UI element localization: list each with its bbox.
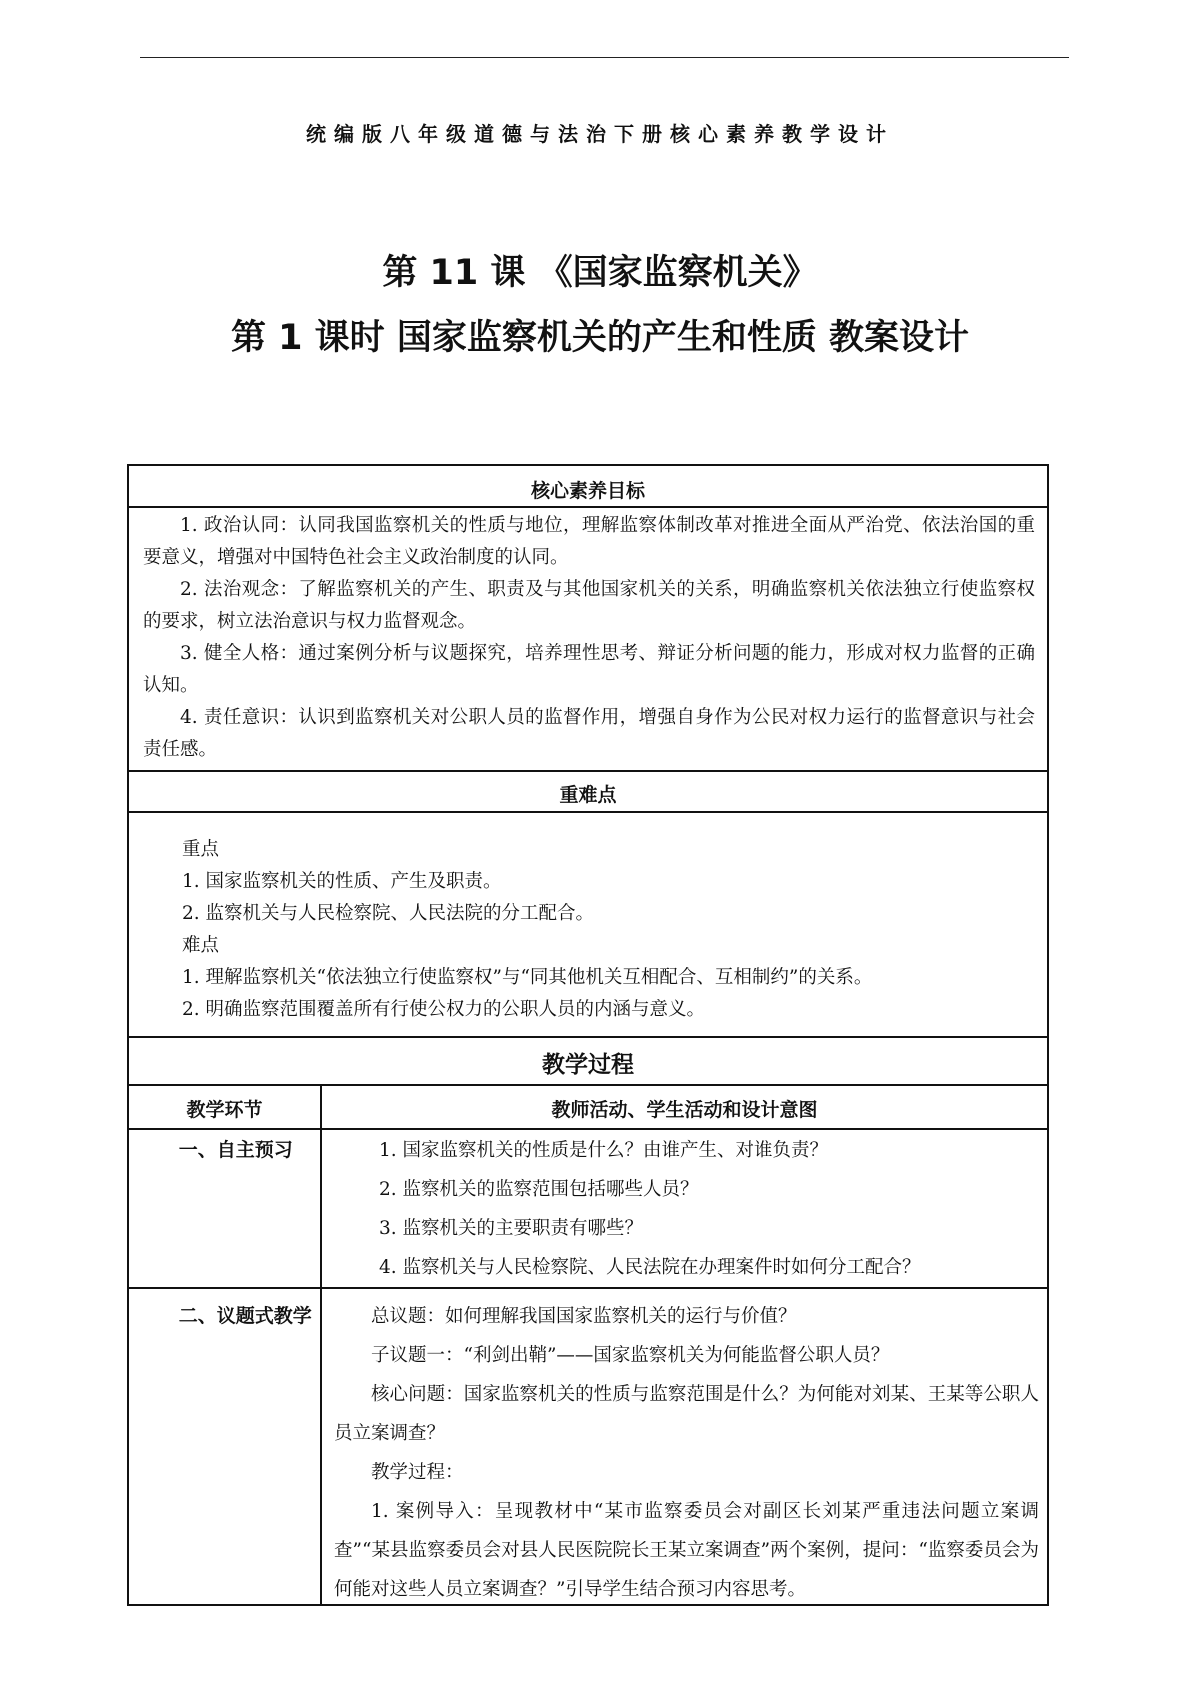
case-introduction: 1. 案例导入：呈现教材中“某市监察委员会对副区长刘某严重违法问题立案调查”“某县监察委员会对县人民医院院长王某立案调查”两个案例，提问：“监察委员会为何能对这些人员立案调查？”引导学生结合预习内容思考。 bbox=[334, 1501, 1039, 1600]
stage-issue-teaching: 二、议题式教学 bbox=[178, 1305, 312, 1327]
lesson-subtitle: 第 1 课时 国家监察机关的产生和性质 教案设计 bbox=[230, 318, 970, 358]
sub-issue: 子议题一：“利剑出鞘”——国家监察机关为何能监督公职人员？ bbox=[371, 1345, 890, 1366]
difficulty-item: 2. 明确监察范围覆盖所有行使公权力的公职人员的内涵与意义。 bbox=[182, 999, 706, 1020]
divider bbox=[129, 811, 1047, 813]
document-header: 统编版八年级道德与法治下册核心素养教学设计 bbox=[306, 122, 894, 146]
preview-question: 2. 监察机关的监察范围包括哪些人员？ bbox=[379, 1179, 699, 1200]
keypoints-heading: 重难点 bbox=[559, 784, 617, 806]
core-question: 核心问题：国家监察机关的性质与监察范围是什么？为何能对刘某、王某等公职人员立案调查？ bbox=[334, 1384, 1039, 1444]
process-label: 教学过程： bbox=[371, 1462, 464, 1483]
preview-question: 1. 国家监察机关的性质是什么？由谁产生、对谁负责？ bbox=[379, 1140, 829, 1161]
difficulty-label: 难点 bbox=[182, 935, 220, 956]
goal-item: 2. 法治观念：了解监察机关的产生、职责及与其他国家机关的关系，明确监察机关依法独立行使监察权的要求，树立法治意识与权力监督观念。 bbox=[143, 579, 1035, 632]
column-header-stage: 教学环节 bbox=[186, 1099, 263, 1121]
goal-item: 4. 责任意识：认识到监察机关对公职人员的监督作用，增强自身作为公民对权力运行的监督意识与社会责任感。 bbox=[143, 707, 1035, 760]
divider bbox=[129, 1287, 1047, 1289]
divider bbox=[129, 506, 1047, 508]
focus-item: 1. 国家监察机关的性质、产生及职责。 bbox=[182, 871, 502, 892]
process-heading: 教学过程 bbox=[542, 1052, 634, 1078]
divider bbox=[129, 1128, 1047, 1130]
column-header-activities: 教师活动、学生活动和设计意图 bbox=[551, 1099, 818, 1121]
difficulty-item: 1. 理解监察机关“依法独立行使监察权”与“同其他机关互相配合、互相制约”的关系。 bbox=[182, 967, 873, 988]
lesson-title: 第 11 课 《国家监察机关》 bbox=[382, 253, 818, 293]
main-issue: 总议题：如何理解我国国家监察机关的运行与价值？ bbox=[371, 1306, 797, 1327]
goals-heading: 核心素养目标 bbox=[530, 480, 645, 502]
divider bbox=[129, 1084, 1047, 1086]
stage-self-study: 一、自主预习 bbox=[178, 1139, 293, 1161]
header-rule bbox=[140, 57, 1069, 58]
focus-label: 重点 bbox=[182, 839, 220, 860]
goals-list bbox=[129, 510, 1047, 766]
issue-teaching-content bbox=[322, 1297, 1047, 1609]
lesson-plan-table bbox=[127, 464, 1049, 1606]
self-study-questions bbox=[322, 1131, 1047, 1287]
preview-question: 3. 监察机关的主要职责有哪些？ bbox=[379, 1218, 644, 1239]
goal-item: 1. 政治认同：认同我国监察机关的性质与地位，理解监察体制改革对推进全面从严治党、依法治国的重要意义，增强对中国特色社会主义政治制度的认同。 bbox=[143, 515, 1035, 568]
focus-item: 2. 监察机关与人民检察院、人民法院的分工配合。 bbox=[182, 903, 595, 924]
divider bbox=[129, 770, 1047, 772]
divider bbox=[129, 1036, 1047, 1038]
goal-item: 3. 健全人格：通过案例分析与议题探究，培养理性思考、辩证分析问题的能力，形成对权力监督的正确认知。 bbox=[143, 643, 1035, 696]
keypoints-list bbox=[129, 834, 1047, 1026]
preview-question: 4. 监察机关与人民检察院、人民法院在办理案件时如何分工配合？ bbox=[379, 1257, 921, 1278]
